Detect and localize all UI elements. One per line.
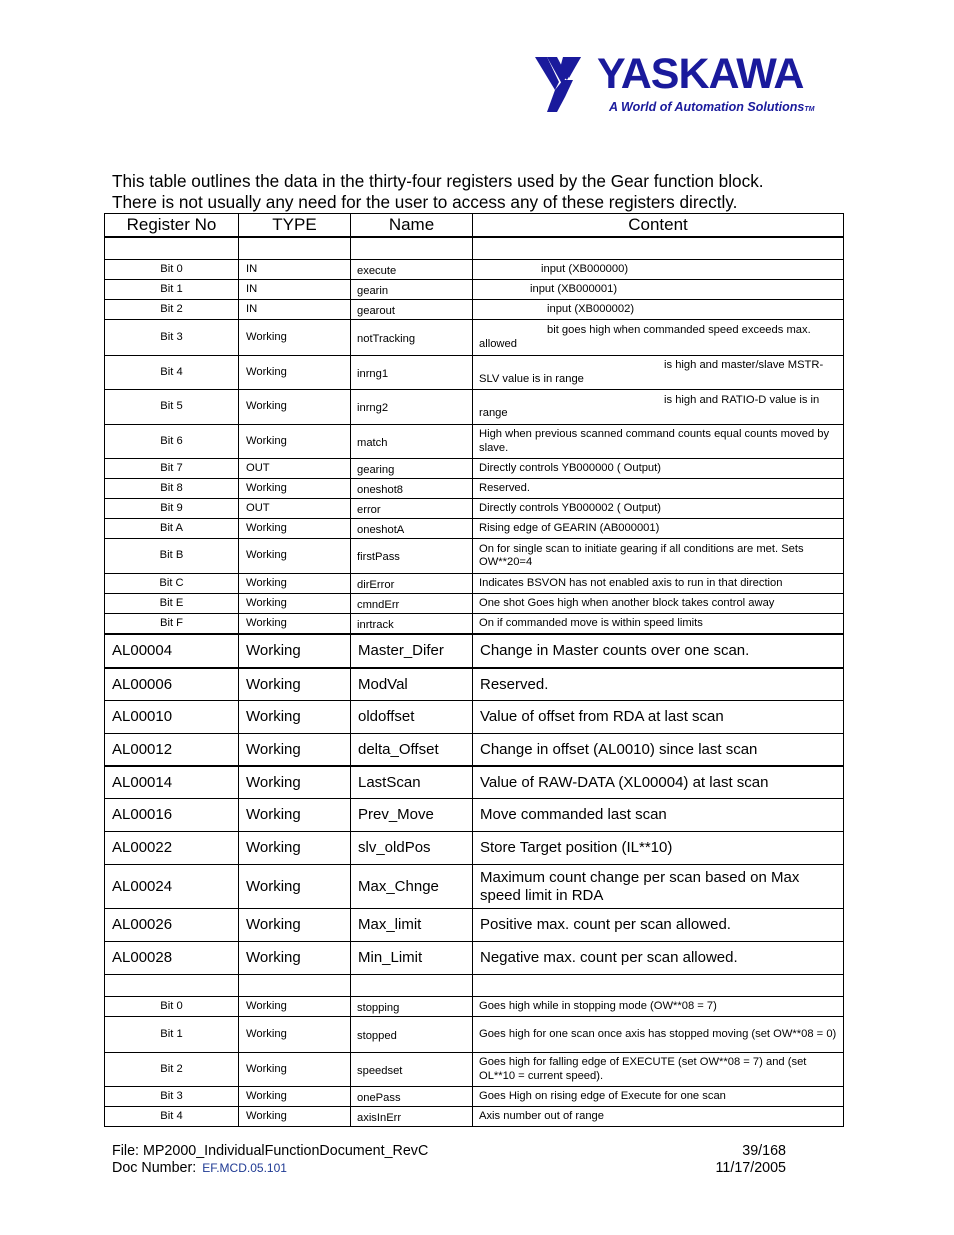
content-cell: Store Target position (IL**10)	[473, 832, 844, 865]
name-cell: Prev_Move	[351, 799, 473, 832]
register-cell: AL00016	[105, 799, 239, 832]
register-cell: Bit 2	[105, 300, 239, 320]
table-row	[105, 865, 844, 909]
type-cell: Working	[239, 425, 351, 459]
name-cell: gearing	[351, 459, 473, 479]
table-row	[105, 1087, 844, 1107]
type-cell: Working	[239, 909, 351, 942]
content-cell: Goes high for falling edge of EXECUTE (set OW**08 = 7) and (set OL**10 = current speed).	[473, 1053, 844, 1087]
table-cell-empty	[351, 237, 473, 260]
name-cell: inrng2	[351, 390, 473, 425]
content-cell: Axis number out of range	[473, 1107, 844, 1127]
name-cell: oneshot8	[351, 479, 473, 499]
content-cell: Indicates BSVON has not enabled axis to run in that direction	[473, 574, 844, 594]
logo-tagline: A World of Automation SolutionsTM	[609, 100, 815, 114]
content-cell: Change in Master counts over one scan.	[473, 634, 844, 668]
table-row	[105, 594, 844, 614]
name-cell: LastScan	[351, 766, 473, 799]
name-cell: execute	[351, 260, 473, 280]
table-cell-empty	[105, 237, 239, 260]
table-cell-empty	[105, 975, 239, 997]
name-cell: speedset	[351, 1053, 473, 1087]
name-cell: firstPass	[351, 539, 473, 574]
type-cell: Working	[239, 865, 351, 909]
type-cell: IN	[239, 280, 351, 300]
content-cell: Value of offset from RDA at last scan	[473, 701, 844, 734]
type-cell: Working	[239, 701, 351, 734]
name-cell: gearin	[351, 280, 473, 300]
register-cell: Bit A	[105, 519, 239, 539]
content-cell: bit goes high when commanded speed exceeds max. allowed	[473, 320, 844, 356]
register-cell: AL00012	[105, 734, 239, 766]
type-cell: OUT	[239, 459, 351, 479]
register-cell: Bit 0	[105, 260, 239, 280]
name-cell: Max_limit	[351, 909, 473, 942]
type-cell: OUT	[239, 499, 351, 519]
type-cell: Working	[239, 614, 351, 634]
type-cell: Working	[239, 668, 351, 701]
register-cell: AL00022	[105, 832, 239, 865]
table-row	[105, 300, 844, 320]
table-row	[105, 614, 844, 634]
intro-line-1: This table outlines the data in the thirty-four registers used by the Gear function block.	[112, 171, 764, 191]
register-cell: Bit E	[105, 594, 239, 614]
type-cell: Working	[239, 1107, 351, 1127]
intro-text	[112, 171, 852, 212]
register-cell: Bit C	[105, 574, 239, 594]
type-cell: IN	[239, 260, 351, 280]
type-cell: IN	[239, 300, 351, 320]
register-cell: Bit 8	[105, 479, 239, 499]
register-cell: Bit 9	[105, 499, 239, 519]
footer-doc-number: EF.MCD.05.101	[202, 1160, 287, 1175]
register-cell: Bit 4	[105, 1107, 239, 1127]
name-cell: delta_Offset	[351, 734, 473, 766]
register-cell: AL00014	[105, 766, 239, 799]
table-cell-empty	[473, 237, 844, 260]
table-row-blank	[105, 237, 844, 260]
type-cell: Working	[239, 832, 351, 865]
type-cell: Working	[239, 390, 351, 425]
type-cell: Working	[239, 539, 351, 574]
table-row	[105, 499, 844, 519]
content-cell: Change in offset (AL0010) since last scan	[473, 734, 844, 766]
table-row	[105, 1017, 844, 1053]
content-cell: Positive max. count per scan allowed.	[473, 909, 844, 942]
footer-doc-label: Doc Number:	[112, 1159, 197, 1176]
register-cell: Bit 4	[105, 356, 239, 390]
name-cell: cmndErr	[351, 594, 473, 614]
name-cell: dirError	[351, 574, 473, 594]
name-cell: gearout	[351, 300, 473, 320]
register-cell: AL00024	[105, 865, 239, 909]
page-footer	[112, 1143, 786, 1176]
type-cell: Working	[239, 519, 351, 539]
type-cell: Working	[239, 1053, 351, 1087]
header-type: TYPE	[239, 214, 351, 238]
register-cell: AL00028	[105, 942, 239, 975]
footer-date: 11/17/2005	[715, 1159, 786, 1176]
register-cell: Bit 2	[105, 1053, 239, 1087]
content-cell: is high and master/slave MSTR-SLV value is in range	[473, 356, 844, 390]
register-cell: AL00010	[105, 701, 239, 734]
logo-brand-text: YASKAWA	[597, 50, 804, 98]
register-cell: Bit 0	[105, 997, 239, 1017]
content-cell: On for single scan to initiate gearing if all conditions are met. Sets OW**20=4	[473, 539, 844, 574]
table-cell-empty	[239, 975, 351, 997]
table-row	[105, 574, 844, 594]
table-row	[105, 459, 844, 479]
content-cell: input (XB000000)	[473, 260, 844, 280]
table-row	[105, 942, 844, 975]
type-cell: Working	[239, 479, 351, 499]
register-cell: Bit 7	[105, 459, 239, 479]
table-row-blank	[105, 975, 844, 997]
footer-doc-line	[112, 1160, 287, 1177]
type-cell: Working	[239, 997, 351, 1017]
content-cell: Reserved.	[473, 668, 844, 701]
content-cell: Move commanded last scan	[473, 799, 844, 832]
table-row	[105, 832, 844, 865]
table-row	[105, 519, 844, 539]
name-cell: axisInErr	[351, 1107, 473, 1127]
table-row	[105, 997, 844, 1017]
table-cell-empty	[351, 975, 473, 997]
content-cell: Rising edge of GEARIN (AB000001)	[473, 519, 844, 539]
name-cell: onePass	[351, 1087, 473, 1107]
footer-file: File: MP2000_IndividualFunctionDocument_RevC	[112, 1143, 429, 1159]
yaskawa-logo	[533, 52, 833, 122]
type-cell: Working	[239, 574, 351, 594]
table-row	[105, 539, 844, 574]
type-cell: Working	[239, 766, 351, 799]
type-cell: Working	[239, 942, 351, 975]
table-row	[105, 479, 844, 499]
table-row	[105, 356, 844, 390]
table-cell-empty	[473, 975, 844, 997]
name-cell: stopped	[351, 1017, 473, 1053]
name-cell: error	[351, 499, 473, 519]
content-cell: One shot Goes high when another block takes control away	[473, 594, 844, 614]
content-cell: Directly controls YB000002 ( Output)	[473, 499, 844, 519]
name-cell: oneshotA	[351, 519, 473, 539]
name-cell: Min_Limit	[351, 942, 473, 975]
table-header-row	[105, 214, 844, 238]
type-cell: Working	[239, 634, 351, 668]
content-cell: is high and RATIO-D value is in range	[473, 390, 844, 425]
table-cell-empty	[239, 237, 351, 260]
content-cell: Maximum count change per scan based on Max speed limit in RDA	[473, 865, 844, 909]
header-name: Name	[351, 214, 473, 238]
type-cell: Working	[239, 799, 351, 832]
register-cell: Bit B	[105, 539, 239, 574]
content-cell: input (XB000002)	[473, 300, 844, 320]
table-row	[105, 260, 844, 280]
name-cell: inrng1	[351, 356, 473, 390]
register-cell: Bit 1	[105, 1017, 239, 1053]
table-row	[105, 799, 844, 832]
table-row	[105, 425, 844, 459]
content-cell: input (XB000001)	[473, 280, 844, 300]
content-cell: Goes high while in stopping mode (OW**08 = 7)	[473, 997, 844, 1017]
intro-line-2: There is not usually any need for the user to access any of these registers directly.	[112, 191, 738, 212]
name-cell: slv_oldPos	[351, 832, 473, 865]
name-cell: match	[351, 425, 473, 459]
table-row	[105, 280, 844, 300]
table-row	[105, 1053, 844, 1087]
type-cell: Working	[239, 1087, 351, 1107]
content-cell: Goes High on rising edge of Execute for one scan	[473, 1087, 844, 1107]
table-row	[105, 1107, 844, 1127]
name-cell: oldoffset	[351, 701, 473, 734]
type-cell: Working	[239, 734, 351, 766]
type-cell: Working	[239, 1017, 351, 1053]
content-cell: Goes high for one scan once axis has stopped moving (set OW**08 = 0)	[473, 1017, 844, 1053]
table-row	[105, 701, 844, 734]
register-cell: AL00026	[105, 909, 239, 942]
content-cell: Reserved.	[473, 479, 844, 499]
register-cell: Bit 6	[105, 425, 239, 459]
register-cell: Bit 5	[105, 390, 239, 425]
register-cell: Bit 3	[105, 1087, 239, 1107]
content-cell: Value of RAW-DATA (XL00004) at last scan	[473, 766, 844, 799]
content-cell: Directly controls YB000000 ( Output)	[473, 459, 844, 479]
table-row	[105, 320, 844, 356]
type-cell: Working	[239, 320, 351, 356]
table-row	[105, 734, 844, 766]
name-cell: inrtrack	[351, 614, 473, 634]
name-cell: Max_Chnge	[351, 865, 473, 909]
type-cell: Working	[239, 356, 351, 390]
register-cell: Bit 3	[105, 320, 239, 356]
register-table	[104, 213, 844, 1127]
name-cell: Master_Difer	[351, 634, 473, 668]
type-cell: Working	[239, 594, 351, 614]
content-cell: On if commanded move is within speed limits	[473, 614, 844, 634]
header-content: Content	[473, 214, 844, 238]
table-row	[105, 668, 844, 701]
header-register-no: Register No	[105, 214, 239, 238]
content-cell: High when previous scanned command counts equal counts moved by slave.	[473, 425, 844, 459]
name-cell: notTracking	[351, 320, 473, 356]
footer-page-number: 39/168	[742, 1143, 786, 1159]
name-cell: ModVal	[351, 668, 473, 701]
content-cell: Negative max. count per scan allowed.	[473, 942, 844, 975]
register-table-body	[105, 214, 844, 1127]
register-cell: AL00006	[105, 668, 239, 701]
register-cell: Bit F	[105, 614, 239, 634]
table-row	[105, 390, 844, 425]
table-row	[105, 909, 844, 942]
table-row	[105, 634, 844, 668]
register-cell: Bit 1	[105, 280, 239, 300]
table-row	[105, 766, 844, 799]
register-cell: AL00004	[105, 634, 239, 668]
name-cell: stopping	[351, 997, 473, 1017]
